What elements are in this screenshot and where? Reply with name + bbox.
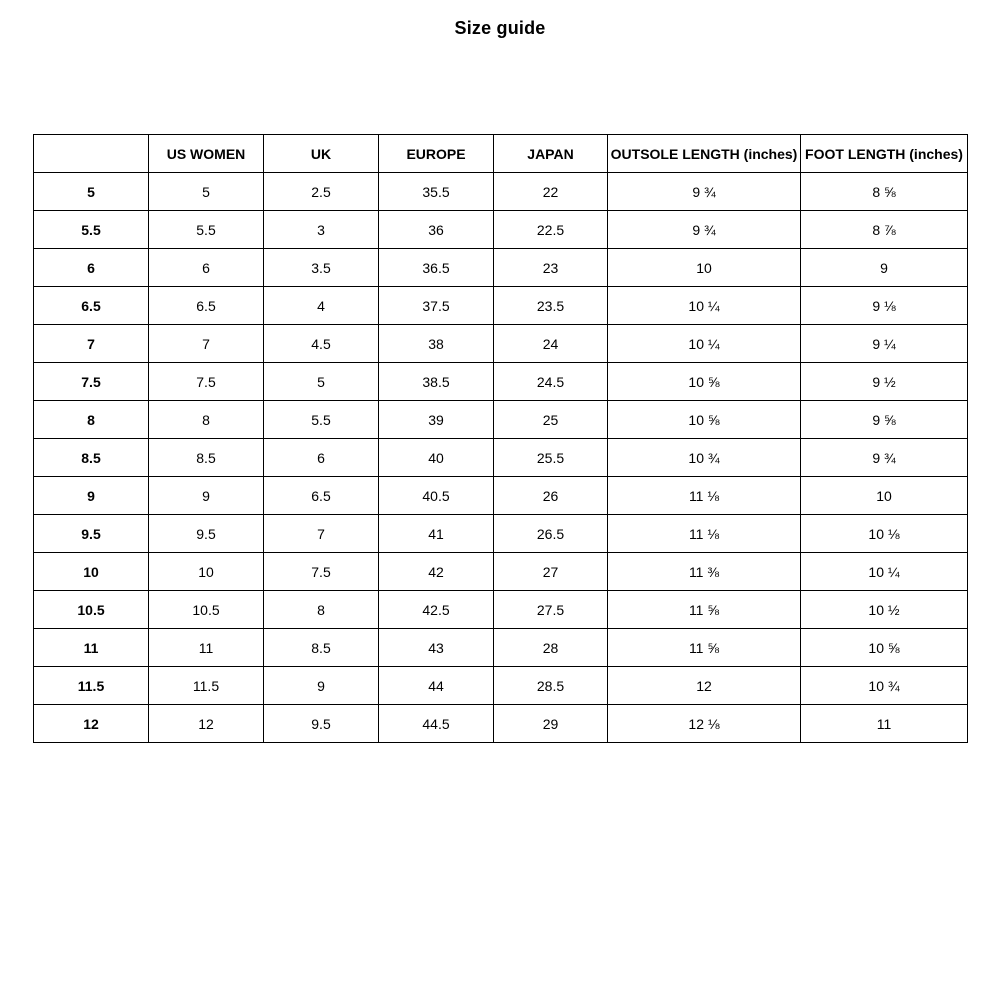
cell-japan: 27 (494, 553, 608, 591)
table-row (34, 667, 968, 705)
cell-europe: 41 (379, 515, 494, 553)
cell-us-women: 5.5 (149, 211, 264, 249)
header-cell-europe: EUROPE (379, 135, 494, 173)
cell-uk: 4 (264, 287, 379, 325)
cell-europe: 44.5 (379, 705, 494, 743)
cell-outsole-length: 10 ¾ (608, 439, 801, 477)
cell-japan: 25 (494, 401, 608, 439)
cell-foot-length: 9 ⅝ (801, 401, 968, 439)
cell-us-women: 7.5 (149, 363, 264, 401)
cell-foot-length: 9 (801, 249, 968, 287)
cell-uk: 7.5 (264, 553, 379, 591)
cell-uk: 6 (264, 439, 379, 477)
cell-europe: 36.5 (379, 249, 494, 287)
cell-europe: 43 (379, 629, 494, 667)
page-title: Size guide (454, 18, 546, 38)
cell-size: 11 (34, 629, 149, 667)
header-cell-japan: JAPAN (494, 135, 608, 173)
cell-size: 7.5 (34, 363, 149, 401)
table-row (34, 705, 968, 743)
cell-japan: 23.5 (494, 287, 608, 325)
cell-size: 12 (34, 705, 149, 743)
cell-outsole-length: 11 ⅛ (608, 477, 801, 515)
cell-outsole-length: 10 (608, 249, 801, 287)
table-row (34, 249, 968, 287)
cell-us-women: 11 (149, 629, 264, 667)
cell-europe: 42 (379, 553, 494, 591)
cell-japan: 24.5 (494, 363, 608, 401)
cell-size: 10 (34, 553, 149, 591)
cell-uk: 9 (264, 667, 379, 705)
cell-us-women: 9 (149, 477, 264, 515)
cell-foot-length: 8 ⅞ (801, 211, 968, 249)
cell-outsole-length: 10 ¼ (608, 325, 801, 363)
cell-foot-length: 8 ⅝ (801, 173, 968, 211)
cell-foot-length: 9 ¾ (801, 439, 968, 477)
table-row (34, 439, 968, 477)
size-guide-table (33, 134, 968, 743)
table-row (34, 553, 968, 591)
cell-foot-length: 10 ⅛ (801, 515, 968, 553)
cell-size: 7 (34, 325, 149, 363)
cell-outsole-length: 11 ⅛ (608, 515, 801, 553)
cell-outsole-length: 11 ⅝ (608, 629, 801, 667)
header-row (34, 135, 968, 173)
cell-foot-length: 10 ¾ (801, 667, 968, 705)
cell-europe: 39 (379, 401, 494, 439)
cell-foot-length: 11 (801, 705, 968, 743)
cell-japan: 27.5 (494, 591, 608, 629)
cell-outsole-length: 9 ¾ (608, 173, 801, 211)
cell-outsole-length: 9 ¾ (608, 211, 801, 249)
cell-japan: 25.5 (494, 439, 608, 477)
cell-europe: 42.5 (379, 591, 494, 629)
cell-foot-length: 9 ⅛ (801, 287, 968, 325)
cell-foot-length: 9 ½ (801, 363, 968, 401)
cell-size: 8 (34, 401, 149, 439)
cell-outsole-length: 10 ⅝ (608, 363, 801, 401)
cell-us-women: 5 (149, 173, 264, 211)
cell-japan: 22 (494, 173, 608, 211)
table-row (34, 477, 968, 515)
cell-size: 8.5 (34, 439, 149, 477)
cell-outsole-length: 12 ⅛ (608, 705, 801, 743)
cell-outsole-length: 10 ¼ (608, 287, 801, 325)
cell-us-women: 8 (149, 401, 264, 439)
table-row (34, 287, 968, 325)
table-row (34, 173, 968, 211)
cell-us-women: 11.5 (149, 667, 264, 705)
cell-us-women: 6 (149, 249, 264, 287)
cell-foot-length: 10 ¼ (801, 553, 968, 591)
header-cell-outsole-length: OUTSOLE LENGTH (inches) (608, 135, 801, 173)
cell-japan: 26.5 (494, 515, 608, 553)
cell-foot-length: 9 ¼ (801, 325, 968, 363)
cell-japan: 26 (494, 477, 608, 515)
table-header (34, 135, 968, 173)
cell-us-women: 7 (149, 325, 264, 363)
cell-uk: 3.5 (264, 249, 379, 287)
cell-size: 10.5 (34, 591, 149, 629)
cell-outsole-length: 12 (608, 667, 801, 705)
cell-uk: 3 (264, 211, 379, 249)
header-cell-foot-length: FOOT LENGTH (inches) (801, 135, 968, 173)
cell-uk: 8.5 (264, 629, 379, 667)
cell-us-women: 6.5 (149, 287, 264, 325)
cell-europe: 35.5 (379, 173, 494, 211)
cell-foot-length: 10 ½ (801, 591, 968, 629)
cell-size: 5.5 (34, 211, 149, 249)
table-row (34, 211, 968, 249)
cell-europe: 36 (379, 211, 494, 249)
header-cell-uk: UK (264, 135, 379, 173)
cell-foot-length: 10 (801, 477, 968, 515)
cell-us-women: 10.5 (149, 591, 264, 629)
cell-outsole-length: 11 ⅜ (608, 553, 801, 591)
cell-uk: 7 (264, 515, 379, 553)
cell-us-women: 10 (149, 553, 264, 591)
table-row (34, 515, 968, 553)
cell-size: 5 (34, 173, 149, 211)
cell-size: 6 (34, 249, 149, 287)
cell-uk: 9.5 (264, 705, 379, 743)
cell-europe: 38 (379, 325, 494, 363)
cell-europe: 40.5 (379, 477, 494, 515)
cell-japan: 29 (494, 705, 608, 743)
cell-uk: 5.5 (264, 401, 379, 439)
cell-uk: 6.5 (264, 477, 379, 515)
cell-japan: 23 (494, 249, 608, 287)
header-cell-us-women: US WOMEN (149, 135, 264, 173)
cell-us-women: 12 (149, 705, 264, 743)
cell-size: 9.5 (34, 515, 149, 553)
cell-japan: 24 (494, 325, 608, 363)
cell-europe: 37.5 (379, 287, 494, 325)
table-row (34, 401, 968, 439)
cell-europe: 40 (379, 439, 494, 477)
cell-outsole-length: 10 ⅝ (608, 401, 801, 439)
cell-us-women: 9.5 (149, 515, 264, 553)
cell-uk: 5 (264, 363, 379, 401)
cell-uk: 8 (264, 591, 379, 629)
header-cell-blank (34, 135, 149, 173)
cell-size: 6.5 (34, 287, 149, 325)
table-body (34, 173, 968, 743)
cell-foot-length: 10 ⅝ (801, 629, 968, 667)
cell-us-women: 8.5 (149, 439, 264, 477)
cell-outsole-length: 11 ⅝ (608, 591, 801, 629)
cell-japan: 28 (494, 629, 608, 667)
table-row (34, 591, 968, 629)
table-row (34, 325, 968, 363)
cell-size: 9 (34, 477, 149, 515)
cell-europe: 38.5 (379, 363, 494, 401)
table-row (34, 363, 968, 401)
cell-uk: 2.5 (264, 173, 379, 211)
cell-japan: 28.5 (494, 667, 608, 705)
table-row (34, 629, 968, 667)
cell-europe: 44 (379, 667, 494, 705)
cell-size: 11.5 (34, 667, 149, 705)
cell-uk: 4.5 (264, 325, 379, 363)
cell-japan: 22.5 (494, 211, 608, 249)
